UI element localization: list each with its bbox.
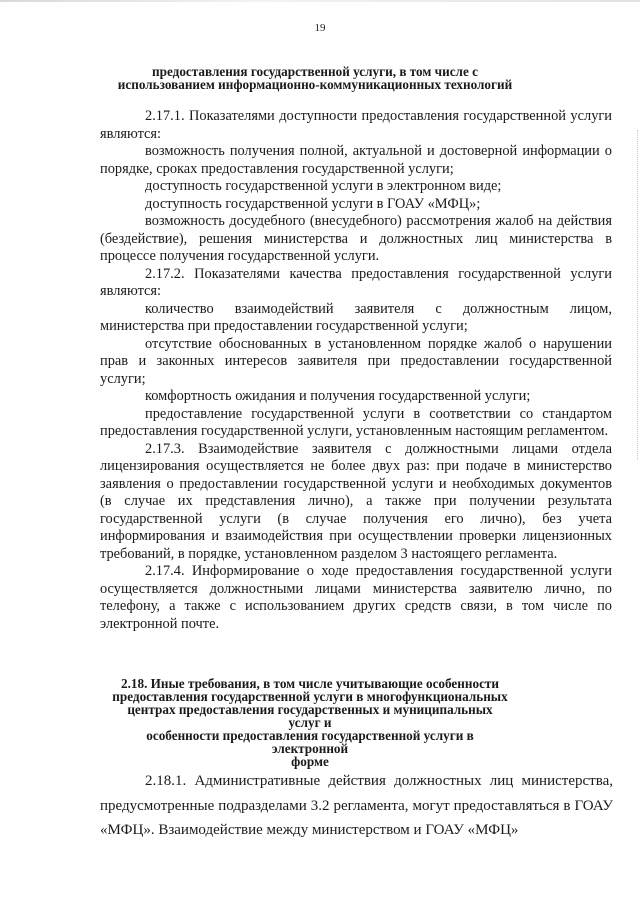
paragraph: возможность получения полной, актуальной и достоверной информации о порядке, сроках предоставления государственной услуги;	[100, 143, 612, 177]
heading-line: предоставления государственной услуги, в том числе с	[152, 64, 478, 79]
paragraph: 2.17.2. Показателями качества предоставления государственной услуги являются:	[100, 265, 612, 299]
paragraph: количество взаимодействий заявителя с должностным лицом, министерства при предоставлении государственной услуги;	[100, 300, 612, 334]
heading-line: использованием информационно-коммуникационных технологий	[117, 77, 513, 92]
paragraph: 2.17.4. Информирование о ходе предоставления государственной услуги осуществляется должностными лицами министерства заявителю лично, по телефону, а также с использованием других средств связи, в том числе по электронной почте.	[100, 563, 612, 632]
section-body-2-17	[100, 108, 612, 633]
paragraph: доступность государственной услуги в ГОАУ «МФЦ»;	[145, 195, 481, 212]
heading-line: форме	[291, 754, 329, 769]
section-heading-2-17	[100, 65, 530, 91]
paragraph: отсутствие обоснованных в установленном порядке жалоб о нарушении прав и законных интересов заявителя при предоставлении государственной услуги;	[100, 335, 612, 387]
paragraph: доступность государственной услуги в электронном виде;	[145, 178, 502, 194]
heading-line: предоставления государственной услуги в многофункциональных	[112, 689, 508, 704]
paragraph: 2.17.1. Показателями доступности предоставления государственной услуги являются:	[100, 108, 612, 142]
paragraph: комфортность ожидания и получения государственной услуги;	[145, 388, 531, 404]
scan-edge	[636, 130, 638, 460]
paragraph: 2.18.1. Административные действия должностных лиц министерства, предусмотренные подразделами 3.2 регламента, могут предоставляться в ГОАУ «МФЦ». Взаимодействие между министерством и ГОАУ «МФЦ»	[100, 773, 613, 838]
paragraph: предоставление государственной услуги в соответствии со стандартом предоставления государственной услуги, установленным настоящим регламентом.	[100, 405, 612, 439]
paragraph: 2.17.3. Взаимодействие заявителя с должностными лицами отдела лицензирования осуществляется не более двух раз: при подаче в министерство заявления о предоставлении государственной услуги и необходимых документов (в случае их представления лично), а также при получении результата государственной услуги (в случае получения его лично), без учета информирования и взаимодействия при осуществлении проверки лицензионных требований, в порядке, установленном разделом 3 настоящего регламента.	[100, 440, 612, 562]
paragraph: возможность досудебного (внесудебного) рассмотрения жалоб на действия (бездействие), решения министерства и должностных лиц министерства в процессе получения государственной услуги.	[100, 213, 612, 264]
page-number: 19	[314, 22, 326, 34]
heading-line: 2.18. Иные требования, в том числе учитывающие особенности	[120, 676, 500, 691]
heading-line: особенности предоставления государственной услуги в электронной	[146, 728, 474, 756]
section-body-2-18	[100, 769, 613, 843]
section-heading-2-18	[110, 677, 510, 768]
heading-line: центрах предоставления государственных и муниципальных услуг и	[127, 702, 493, 730]
scan-edge	[0, 0, 640, 2]
